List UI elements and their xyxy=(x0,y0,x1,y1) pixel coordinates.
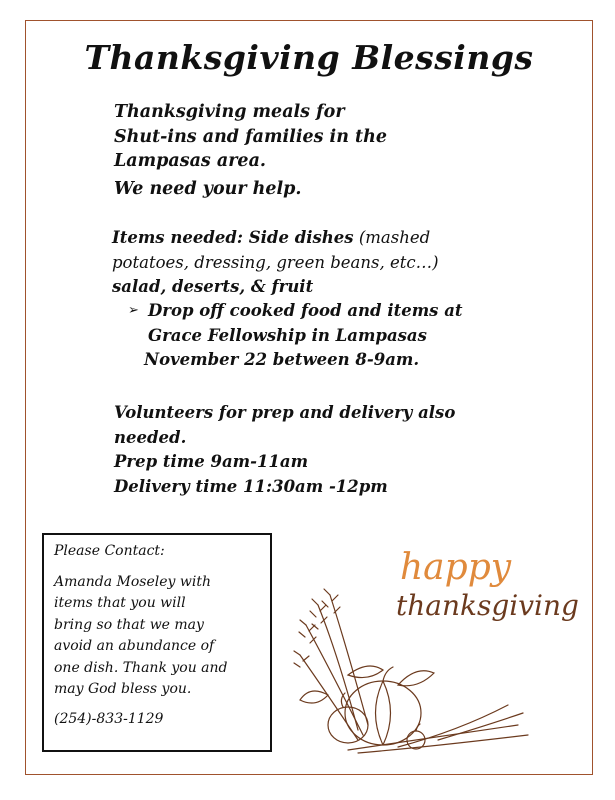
contact-phone: (254)-833-1129 xyxy=(54,710,164,727)
contact-line-5: one dish. Thank you and xyxy=(54,659,228,676)
happy-thanksgiving-artwork xyxy=(288,535,579,760)
delivery-time: Delivery time 11:30am -12pm xyxy=(114,476,388,496)
arrow-bullet-icon: ➢ xyxy=(128,303,139,318)
thanksgiving-script-text: thanksgiving xyxy=(396,589,579,622)
items-needed-label: Items needed: Side dishes xyxy=(112,228,354,247)
contact-heading: Please Contact: xyxy=(54,543,165,559)
page-title: Thanksgiving Blessings xyxy=(84,38,534,77)
intro-line-3: Lampasas area. xyxy=(114,151,266,171)
intro-line-1: Thanksgiving meals for xyxy=(114,102,345,122)
contact-box xyxy=(42,533,272,752)
intro-block xyxy=(114,100,534,201)
volunteers-line-2: needed. xyxy=(114,427,187,447)
dropoff-bullet xyxy=(128,299,558,373)
dropoff-line-1: Drop off cooked food and items at xyxy=(148,301,463,320)
happy-script-text: happy xyxy=(400,547,512,588)
items-examples-a: (mashed xyxy=(358,228,431,247)
contact-line-1: Amanda Moseley with xyxy=(54,573,211,590)
volunteers-line-1: Volunteers for prep and delivery also xyxy=(114,403,456,422)
contact-line-2: items that you will xyxy=(54,595,186,611)
contact-line-3: bring so that we may xyxy=(54,616,204,633)
items-needed-block xyxy=(112,226,552,300)
contact-line-6: may God bless you. xyxy=(54,681,192,697)
items-needed-rest: salad, deserts, & fruit xyxy=(112,277,314,296)
intro-line-2: Shut-ins and families in the xyxy=(114,126,387,147)
contact-line-4: avoid an abundance of xyxy=(54,638,215,654)
volunteers-block xyxy=(114,401,534,499)
items-examples-b: potatoes, dressing, green beans, etc…) xyxy=(112,252,439,272)
dropoff-line-2: Grace Fellowship in Lampasas xyxy=(148,325,427,345)
intro-line-4: We need your help. xyxy=(114,178,302,199)
prep-time: Prep time 9am-11am xyxy=(114,452,309,471)
dropoff-line-3: November 22 between 8-9am. xyxy=(144,350,420,369)
